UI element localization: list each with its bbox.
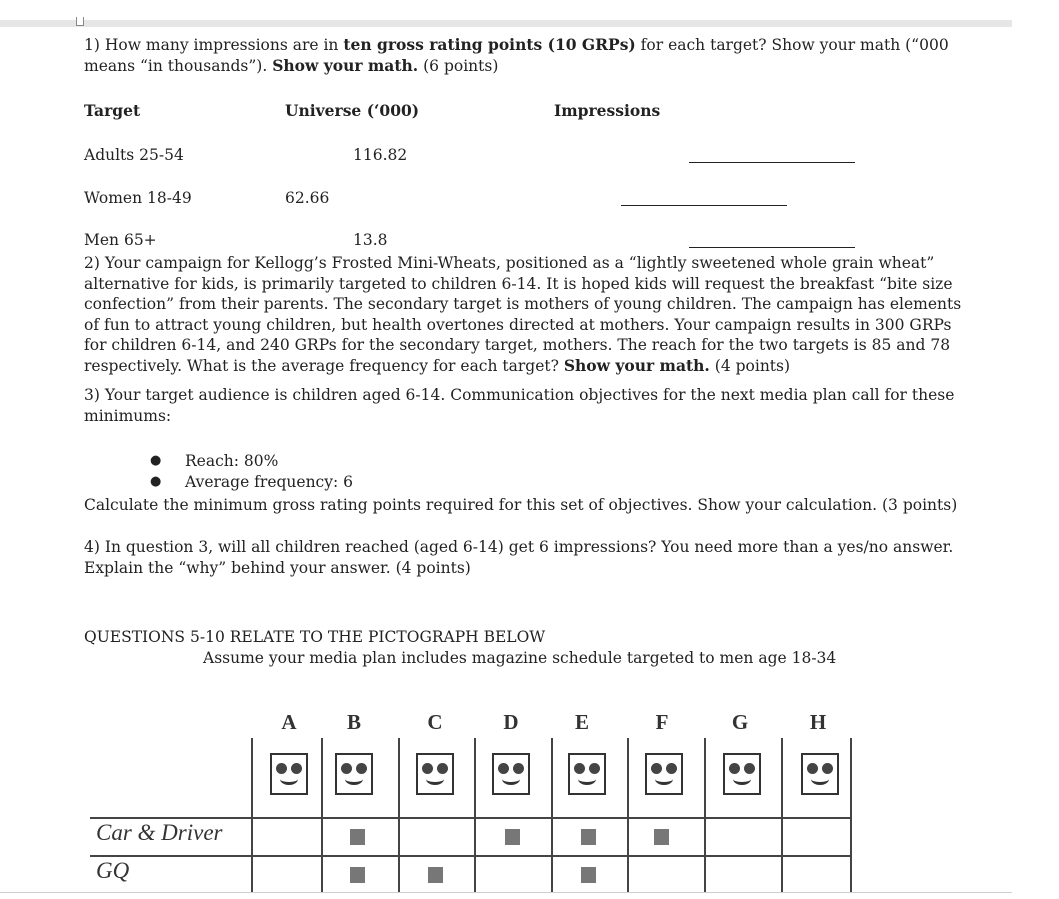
face-icon-g [723, 753, 761, 795]
bullet-frequency: Average frequency: 6 [185, 473, 353, 491]
mark-car-driver-e [581, 829, 596, 845]
column-label-c: C [427, 710, 443, 734]
answer-blank-men[interactable] [689, 247, 855, 248]
column-label-g: G [731, 710, 749, 734]
question-1 [84, 35, 964, 76]
face-icon-a [270, 753, 308, 795]
q1-line2-pre: means “in thousands”). [84, 56, 273, 75]
grid-line [398, 738, 400, 892]
grid-line [551, 738, 553, 892]
header-target: Target [84, 101, 141, 120]
column-label-h: H [809, 710, 827, 734]
row-women-target: Women 18-49 [84, 189, 192, 207]
q3-followup: Calculate the minimum gross rating points required for this set of objectives. Show your calculation. (3 points) [84, 496, 958, 514]
column-label-a: A [281, 710, 297, 734]
grid-line [90, 855, 852, 857]
q1-pre: How many impressions are in [104, 36, 344, 54]
bullet-dot-1: ● [150, 453, 162, 468]
row-men-target: Men 65+ [84, 231, 157, 249]
column-label-e: E [574, 710, 589, 734]
column-label-d: D [503, 710, 519, 734]
grid-line [90, 817, 852, 819]
row-adults-universe: 116.82 [353, 146, 408, 164]
row-women-universe: 62.66 [285, 189, 330, 207]
row-adults-target: Adults 25-54 [84, 146, 184, 164]
row-label-gq: GQ [96, 858, 130, 883]
mark-car-driver-d [505, 829, 520, 845]
row-label-car-driver: Car & Driver [96, 820, 223, 845]
face-icon-e [568, 753, 606, 795]
bullet-reach: Reach: 80% [185, 452, 279, 470]
face-icon-h [801, 753, 839, 795]
section-heading: QUESTIONS 5-10 RELATE TO THE PICTOGRAPH BELOW [84, 628, 546, 646]
answer-blank-adults[interactable] [689, 162, 855, 163]
face-icon-b [335, 753, 373, 795]
row-men-universe: 13.8 [353, 231, 388, 249]
face-icon-d [492, 753, 530, 795]
grid-line [627, 738, 629, 892]
mark-car-driver-f [654, 829, 669, 845]
text-cursor-marker [76, 17, 84, 26]
q1-number: 1) [84, 36, 100, 54]
question-3-followup [84, 495, 964, 516]
grid-line [321, 738, 323, 892]
question-2 [84, 253, 964, 377]
question-3 [84, 385, 964, 426]
mark-gq-c [428, 867, 443, 883]
grid-line [850, 738, 852, 892]
header-impressions: Impressions [554, 101, 661, 120]
q1-bold: ten gross rating points (10 GRPs) [343, 35, 636, 54]
column-label-f: F [655, 710, 669, 734]
grid-line [474, 738, 476, 892]
q3-text: 3) Your target audience is children aged 6-14. Communication objectives for the next media plan call for these minimums: [84, 386, 955, 425]
answer-blank-women[interactable] [621, 205, 787, 206]
q1-line2-bold: Show your math. [272, 55, 419, 75]
mark-gq-e [581, 867, 596, 883]
bullet-dot-2: ● [150, 474, 162, 489]
mark-car-driver-b [350, 829, 365, 845]
q1-post: for each target? Show your math (“000 [635, 36, 949, 54]
grid-line [781, 738, 783, 892]
pictograph [84, 700, 874, 892]
q2-text: 2) Your campaign for Kellogg’s Frosted Mini-Wheats, positioned as a “lightly sweetened whole grain wheat” alternative for kids, is primarily targeted to children 6-14. It is hoped kids will request the breakfast “bite size confection” from their parents. The secondary target is mothers of young children. The campaign has elements of fun to attract young children, but health overtones directed at mothers. Your campaign results in 300 GRPs for children 6-14, and 240 GRPs for the secondary target, mothers. The reach for the two targets is 85 and 78 respectively. What is the average frequency for each target? [84, 254, 962, 375]
q2-post: (4 points) [709, 356, 791, 375]
q1-line2-post: (6 points) [418, 56, 499, 75]
face-icon-f [645, 753, 683, 795]
page-top-border [0, 20, 1012, 27]
q2-bold: Show your math. [563, 355, 710, 375]
mark-gq-b [350, 867, 365, 883]
grid-line [251, 738, 253, 892]
section-subheading: Assume your media plan includes magazine schedule targeted to men age 18-34 [203, 649, 837, 667]
question-4 [84, 537, 964, 578]
page-bottom-border [0, 892, 1012, 893]
header-universe: Universe (‘000) [285, 101, 420, 120]
q4-text: 4) In question 3, will all children reached (aged 6-14) get 6 impressions? You need more than a yes/no answer. Explain the “why” behind your answer. (4 points) [84, 538, 954, 577]
grid-line [704, 738, 706, 892]
column-label-b: B [346, 710, 361, 734]
face-icon-c [416, 753, 454, 795]
